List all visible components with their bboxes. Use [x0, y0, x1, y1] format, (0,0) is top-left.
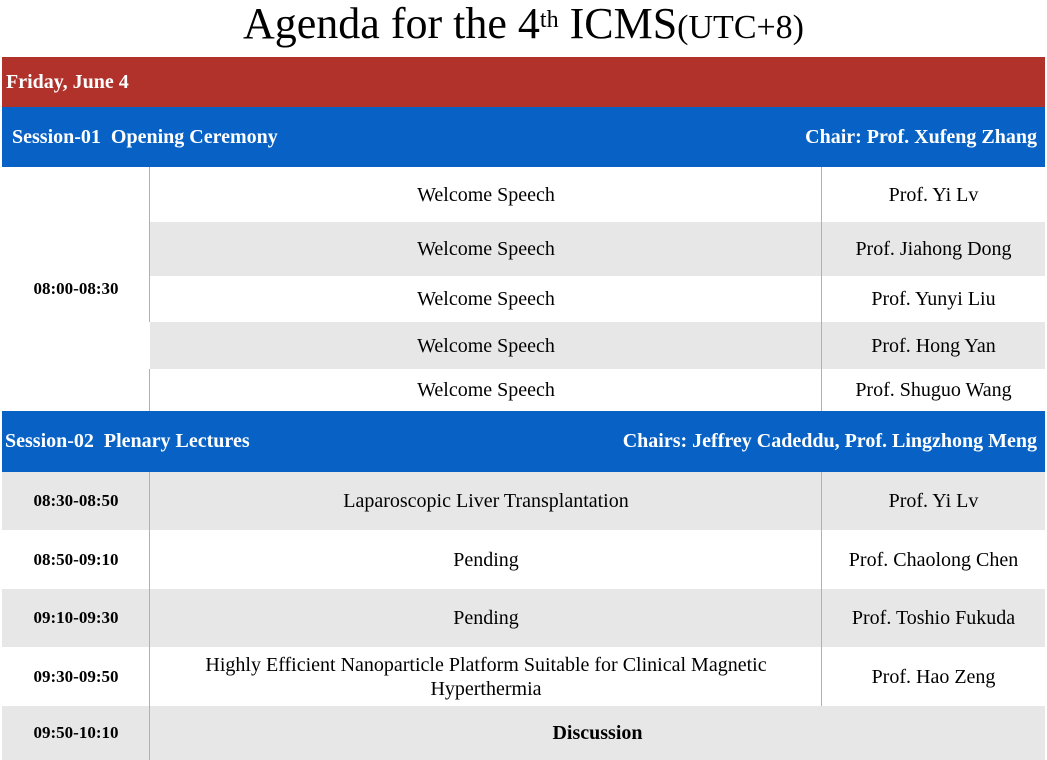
speaker-cell: Prof. Shuguo Wang: [855, 379, 1012, 401]
column-divider: [149, 167, 150, 322]
speaker-cell: Prof. Yi Lv: [888, 490, 979, 512]
discussion-cell: Discussion: [552, 722, 643, 744]
column-divider: [149, 369, 150, 411]
session-02-chair: Chairs: Jeffrey Cadeddu, Prof. Lingzhong Meng: [622, 430, 1037, 452]
column-divider: [821, 167, 822, 411]
topic-cell: Welcome Speech: [417, 288, 555, 310]
column-divider: [149, 472, 150, 760]
speaker-cell: Prof. Yi Lv: [888, 183, 979, 206]
page-title: Agenda for the 4th ICMS(UTC+8): [243, 0, 804, 48]
session-02-header: [2, 411, 1045, 472]
topic-cell: Pending: [453, 607, 519, 629]
topic-cell: Welcome Speech: [417, 334, 555, 357]
topic-cell: Welcome Speech: [417, 379, 555, 401]
session-01-header: [2, 107, 1045, 167]
speaker-cell: Prof. Hong Yan: [871, 334, 996, 357]
speaker-cell: Prof. Yunyi Liu: [871, 288, 996, 310]
topic-cell: Laparoscopic Liver Transplantation: [343, 490, 629, 512]
session-01-label: Session-01 Opening Ceremony: [12, 125, 278, 148]
speaker-cell: Prof. Jiahong Dong: [855, 238, 1012, 260]
time-cell: 08:50-09:10: [33, 549, 119, 569]
speaker-cell: Prof. Toshio Fukuda: [851, 607, 1016, 629]
speaker-cell: Prof. Chaolong Chen: [848, 548, 1019, 571]
session-02-label: Session-02 Plenary Lectures: [5, 430, 250, 452]
time-cell: 09:50-10:10: [33, 723, 119, 742]
time-cell: 09:30-09:50: [33, 666, 119, 686]
speaker-cell: Prof. Hao Zeng: [871, 665, 996, 688]
topic-cell: Welcome Speech: [417, 238, 555, 260]
time-cell: 08:30-08:50: [33, 491, 119, 510]
topic-cell: Highly Efficient Nanoparticle Platform Suitable for Clinical Magnetic Hyperthermia: [205, 653, 767, 700]
day-header: Friday, June 4: [2, 57, 1045, 107]
topic-cell: Pending: [453, 548, 519, 571]
time-cell: 09:10-09:30: [33, 608, 119, 627]
session-01-chair: Chair: Prof. Xufeng Zhang: [805, 125, 1037, 148]
topic-cell: Welcome Speech: [417, 183, 555, 206]
column-divider: [821, 472, 822, 706]
session-01-time: 08:00-08:30: [33, 279, 119, 298]
